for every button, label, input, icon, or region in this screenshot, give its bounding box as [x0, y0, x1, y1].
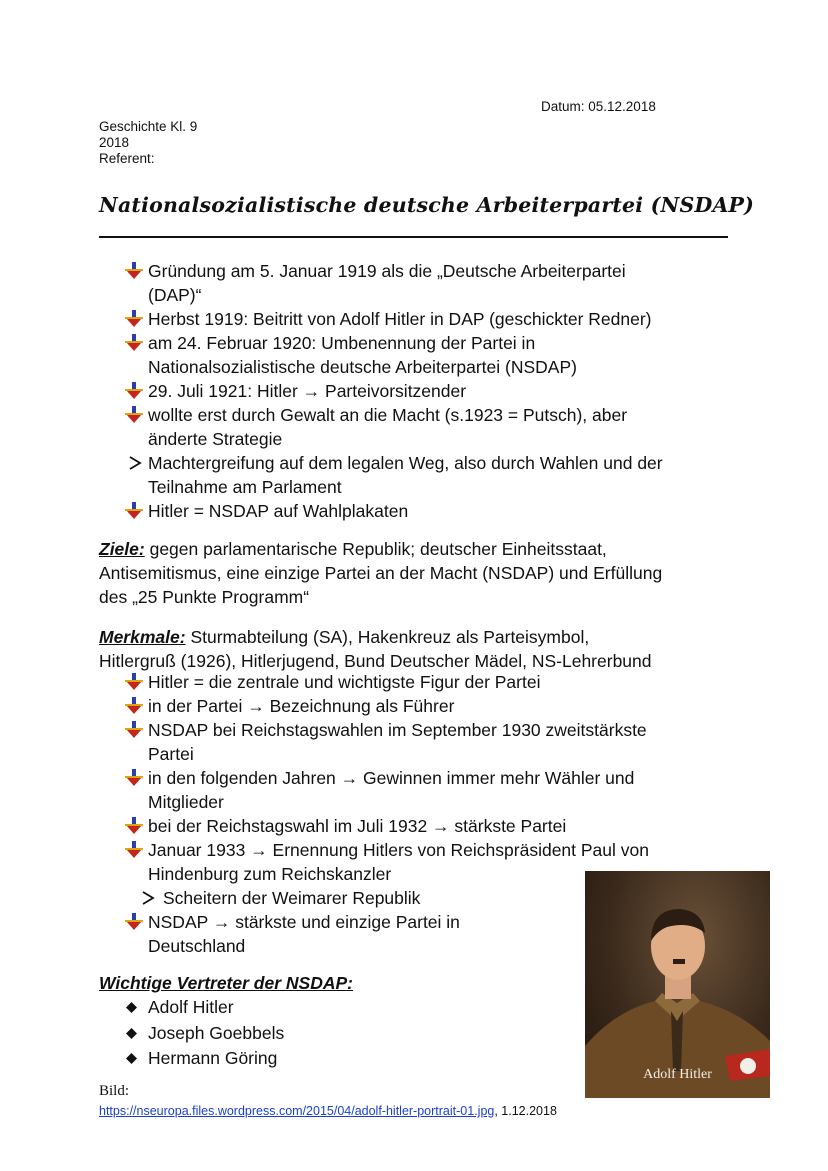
- list-item-line: änderte Strategie: [148, 429, 283, 449]
- list-item: [99, 838, 649, 886]
- list-item-line: wollte erst durch Gewalt an die Macht (s.1923 = Putsch), aber: [148, 405, 628, 425]
- list-item-line: Scheitern der Weimarer Republik: [163, 888, 421, 908]
- features-text-1: Sturmabteilung (SA), Hakenkreuz als Parteisymbol,: [185, 627, 590, 647]
- down-arrow-bullet-icon: [125, 334, 143, 352]
- diamond-bullet-icon: [126, 1002, 137, 1013]
- representative-name: Hermann Göring: [148, 1048, 278, 1068]
- representatives-heading: [99, 971, 353, 995]
- representative-name: Joseph Goebbels: [148, 1022, 285, 1043]
- list-item: [99, 379, 663, 403]
- goals-line-2: Antisemitismus, eine einzige Partei an der Macht (NSDAP) und Erfüllung: [99, 563, 663, 583]
- list-item-line: 29. Juli 1921: Hitler → Parteivorsitzender: [148, 381, 467, 401]
- down-arrow-bullet-icon: [125, 769, 143, 787]
- down-arrow-bullet-icon: [125, 913, 143, 931]
- down-arrow-bullet-icon: [125, 697, 143, 715]
- list-item-line: NSDAP bei Reichstagswahlen im September 1930 zweitstärkste: [148, 720, 647, 740]
- features-label: Merkmale:: [99, 627, 186, 647]
- goals-line-1: [99, 537, 662, 561]
- down-arrow-bullet-icon: [125, 502, 143, 520]
- representatives-heading-text: Wichtige Vertreter der NSDAP:: [99, 973, 353, 993]
- list-item-line: (DAP)“: [148, 285, 202, 305]
- image-source-date: , 1.12.2018: [494, 1104, 557, 1118]
- list-item-line: Mitglieder: [148, 792, 224, 812]
- list-item: [99, 814, 649, 838]
- page-title: Nationalsozialistische deutsche Arbeiterpartei (NSDAP): [99, 193, 755, 217]
- diamond-bullet-icon: [126, 1053, 137, 1064]
- list-item-line: Teilnahme am Parlament: [148, 477, 342, 497]
- representative-item: [99, 1046, 284, 1072]
- arrowhead-bullet-icon: [141, 891, 155, 905]
- features-list: [99, 670, 649, 958]
- portrait-caption: Adolf Hitler: [643, 1067, 712, 1082]
- list-item: [99, 718, 649, 766]
- features-line-1: [99, 625, 652, 649]
- list-item: [99, 499, 663, 523]
- down-arrow-bullet-icon: [125, 406, 143, 424]
- list-item-line: Hitler = NSDAP auf Wahlplakaten: [148, 501, 409, 521]
- arrowhead-bullet-icon: [128, 456, 142, 470]
- down-arrow-bullet-icon: [125, 382, 143, 400]
- down-arrow-bullet-icon: [125, 721, 143, 739]
- list-item-line: Nationalsozialistische deutsche Arbeiterpartei (NSDAP): [148, 357, 577, 377]
- title-underline: [99, 236, 728, 238]
- diamond-bullet-icon: [126, 1028, 137, 1039]
- goals-label: Ziele:: [99, 539, 145, 559]
- list-item-line: am 24. Februar 1920: Umbenennung der Partei in: [148, 333, 536, 353]
- list-item-line: Gründung am 5. Januar 1919 als die „Deutsche Arbeiterpartei: [148, 261, 626, 281]
- history-list: [99, 259, 663, 523]
- image-source-line: [99, 1104, 557, 1118]
- list-item: [99, 307, 663, 331]
- list-item: [99, 670, 649, 694]
- list-item-line: in der Partei → Bezeichnung als Führer: [148, 696, 455, 716]
- portrait-illustration: [585, 871, 770, 1098]
- list-item: [99, 259, 663, 307]
- features-paragraph: [99, 625, 652, 673]
- list-item: [99, 766, 649, 814]
- image-source-link[interactable]: https://nseuropa.files.wordpress.com/2015/04/adolf-hitler-portrait-01.jpg: [99, 1104, 495, 1118]
- down-arrow-bullet-icon: [125, 310, 143, 328]
- list-item-line: bei der Reichstagswahl im Juli 1932 → stärkste Partei: [148, 816, 567, 836]
- goals-line-3: des „25 Punkte Programm“: [99, 587, 310, 607]
- list-item-line: Herbst 1919: Beitritt von Adolf Hitler in DAP (geschickter Redner): [148, 309, 652, 329]
- representatives-list: [99, 995, 284, 1072]
- list-item-line: Partei: [148, 744, 194, 764]
- list-item: [99, 910, 649, 958]
- list-item-line: Hitler = die zentrale und wichtigste Figur der Partei: [148, 672, 541, 692]
- portrait-photo: [585, 871, 770, 1098]
- list-item-line: Deutschland: [148, 936, 246, 956]
- down-arrow-bullet-icon: [125, 262, 143, 280]
- features-line-2: Hitlergruß (1926), Hitlerjugend, Bund Deutscher Mädel, NS-Lehrerbund: [99, 651, 652, 671]
- down-arrow-bullet-icon: [125, 673, 143, 691]
- image-source-label: Bild:: [99, 1083, 130, 1099]
- referent-line: Referent:: [99, 151, 155, 166]
- down-arrow-bullet-icon: [125, 817, 143, 835]
- document-meta: [99, 119, 197, 167]
- list-item-line: Machtergreifung auf dem legalen Weg, also durch Wahlen und der: [148, 453, 663, 473]
- list-item: [99, 403, 663, 451]
- list-item-line: Hindenburg zum Reichskanzler: [148, 864, 392, 884]
- representative-item: [99, 995, 284, 1021]
- list-item-line: Januar 1933 → Ernennung Hitlers von Reichspräsident Paul von: [148, 840, 649, 860]
- goals-paragraph: [99, 537, 662, 609]
- subject-line: Geschichte Kl. 9: [99, 119, 198, 134]
- goals-text-1: gegen parlamentarische Republik; deutscher Einheitsstaat,: [144, 539, 607, 559]
- list-item: [99, 886, 649, 910]
- year-line: 2018: [99, 135, 130, 150]
- list-item: [99, 331, 663, 379]
- representative-item: [99, 1021, 284, 1047]
- list-item-line: in den folgenden Jahren → Gewinnen immer mehr Wähler und: [148, 768, 635, 788]
- list-item-line: NSDAP → stärkste und einzige Partei in: [148, 912, 460, 932]
- down-arrow-bullet-icon: [125, 841, 143, 859]
- representative-name: Adolf Hitler: [148, 997, 234, 1017]
- date-line: Datum: 05.12.2018: [541, 99, 656, 114]
- list-item: [99, 451, 663, 499]
- list-item: [99, 694, 649, 718]
